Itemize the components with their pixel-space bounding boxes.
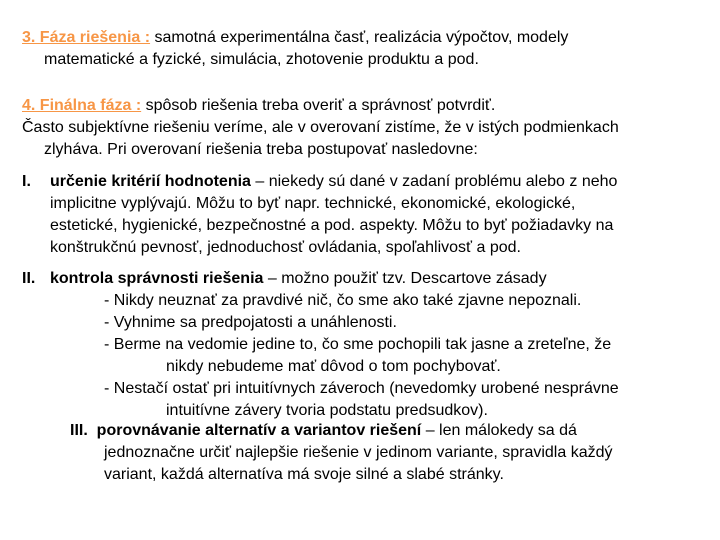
verification-item-line-1-rest: – možno použiť tzv. Descartove zásady [263, 270, 547, 287]
alternatives-item-line-3: variant, každá alternatíva má svoje silné a slabé stránky. [104, 466, 504, 483]
criteria-item-title: určenie kritérií hodnotenia [50, 173, 251, 190]
section-4-line-1 [22, 95, 706, 117]
section-4-text-1: spôsob riešenia treba overiť a správnosť potvrdiť. [141, 97, 496, 114]
verification-item-line-1 [22, 268, 706, 290]
verification-item [22, 268, 706, 290]
section-3-text-2: matematické a fyzické, simulácia, zhotovenie produktu a pod. [44, 51, 479, 68]
criteria-item-line-2: implicitne vyplývajú. Môžu to byť napr. technické, ekonomické, ekologické, [50, 195, 576, 212]
criteria-item-text [22, 171, 706, 259]
criteria-item-line-1 [50, 171, 706, 193]
section-4-paragraph-line-2: zlyháva. Pri overovaní riešenia treba postupovať nasledovne: [44, 141, 478, 158]
section-4-heading: 4. Finálna fáza : [22, 97, 142, 114]
section-3-heading: 3. Fáza riešenia : [22, 29, 151, 46]
alternatives-item-line-2: jednoznačne určiť najlepšie riešenie v jedinom variante, spravidla každý [104, 444, 613, 461]
section-3-line-1 [22, 27, 706, 49]
alternatives-item-line-1-rest: – len málokedy sa dá [421, 422, 577, 439]
section-3-text-1: samotná experimentálna časť, realizácia výpočtov, modely [150, 29, 569, 46]
criteria-item [22, 171, 706, 259]
item-number-iii: III. [70, 422, 88, 439]
descartes-rule-4: - Nestačí ostať pri intuitívnych záveroch (nevedomky urobené nesprávne [104, 380, 619, 397]
section-3 [22, 27, 706, 71]
alternatives-item-line-1 [70, 420, 577, 442]
alternatives-item-title: porovnávanie alternatív a variantov riešení [96, 422, 422, 439]
descartes-rule-3: - Berme na vedomie jedine to, čo sme pochopili tak jasne a zreteľne, že [104, 336, 612, 353]
item-number-i: I. [22, 173, 31, 190]
descartes-rule-1: - Nikdy neuznať za pravdivé nič, čo sme ako také zjavne nepoznali. [104, 292, 582, 309]
criteria-item-line-3: estetické, hygienické, bezpečnostné a pod. aspekty. Môžu to byť požiadavky na [50, 217, 614, 234]
section-4-paragraph-line-1: Často subjektívne riešeniu veríme, ale v overovaní zistíme, že v istých podmienkach [22, 119, 619, 136]
descartes-rule-3-continued: nikdy nebudeme mať dôvod o tom pochybovať. [166, 358, 501, 375]
criteria-item-line-4: konštrukčnú pevnosť, jednoduchosť ovládania, spoľahlivosť a pod. [50, 239, 521, 256]
section-4 [22, 95, 706, 161]
verification-item-title: kontrola správnosti riešenia [50, 270, 264, 287]
criteria-item-line-1-rest: – niekedy sú dané v zadaní problému alebo z neho [250, 173, 618, 190]
item-number-ii: II. [22, 270, 36, 287]
descartes-rule-2: - Vyhnime sa predpojatosti a unáhlenosti. [104, 314, 397, 331]
descartes-rule-4-continued: intuitívne závery tvoria podstatu predsudkov). [166, 402, 488, 419]
